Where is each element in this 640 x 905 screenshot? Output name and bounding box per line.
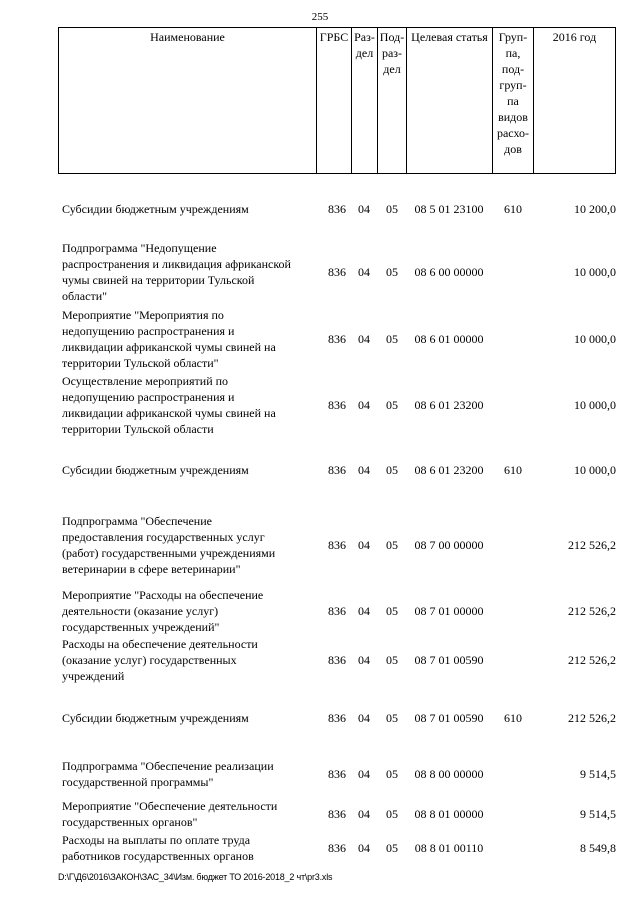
row-name-line: (оказание услуг) государственных — [62, 653, 237, 667]
row-name — [62, 307, 316, 371]
row-name — [62, 462, 316, 478]
row-name-line: Подпрограмма "Недопущение — [62, 241, 217, 255]
header-group — [493, 29, 533, 157]
row-grbs: 836 — [328, 711, 346, 725]
row-razdel: 04 — [358, 653, 370, 667]
row-podrazdel: 05 — [386, 711, 398, 725]
row-name-line: Подпрограмма "Обеспечение реализации — [62, 759, 274, 773]
row-podrazdel: 05 — [386, 841, 398, 855]
row-sum: 10 000,0 — [574, 463, 616, 477]
row-name-line: чумы свиней на территории Тульской — [62, 273, 255, 287]
row-name — [62, 240, 316, 304]
row-sum: 212 526,2 — [568, 538, 616, 552]
header-group-line: Груп- — [498, 30, 528, 44]
row-group: 610 — [504, 463, 522, 477]
row-target: 08 8 00 00000 — [414, 767, 484, 781]
row-name-line: ликвидации африканской чумы свиней на — [62, 406, 276, 420]
row-name — [62, 373, 316, 437]
row-name-line: территории Тульской области" — [62, 356, 219, 370]
row-group: 610 — [504, 711, 522, 725]
row-sum: 9 514,5 — [580, 807, 616, 821]
row-sum: 10 000,0 — [574, 265, 616, 279]
row-name-line: деятельности (оказание услуг) — [62, 604, 219, 618]
row-name — [62, 798, 316, 830]
row-name-line: распространения и ликвидация африканской — [62, 257, 291, 271]
row-name-line: ветеринарии в сфере ветеринарии" — [62, 562, 241, 576]
row-target: 08 6 01 23200 — [414, 463, 484, 477]
row-razdel: 04 — [358, 807, 370, 821]
row-sum: 212 526,2 — [568, 604, 616, 618]
row-razdel: 04 — [358, 265, 370, 279]
row-name-line: недопущению распространения и — [62, 324, 235, 338]
row-name-line: учреждений — [62, 669, 125, 683]
row-name-line: Расходы на обеспечение деятельности — [62, 637, 258, 651]
row-target: 08 8 01 00000 — [414, 807, 484, 821]
row-target: 08 8 01 00110 — [414, 841, 484, 855]
header-right-border — [615, 27, 616, 174]
row-name-line: Субсидии бюджетным учреждениям — [62, 202, 249, 216]
row-podrazdel: 05 — [386, 767, 398, 781]
row-target: 08 7 01 00590 — [414, 711, 484, 725]
row-name-line: ликвидации африканской чумы свиней на — [62, 340, 276, 354]
header-name: Наименование — [150, 30, 225, 44]
row-grbs: 836 — [328, 653, 346, 667]
row-razdel: 04 — [358, 398, 370, 412]
row-name — [62, 513, 316, 577]
row-grbs: 836 — [328, 604, 346, 618]
row-target: 08 6 00 00000 — [414, 265, 484, 279]
row-name-line: предоставления государственных услуг — [62, 530, 265, 544]
header-group-line: видов — [498, 110, 528, 124]
row-sum: 10 200,0 — [574, 202, 616, 216]
page-number: 255 — [311, 11, 329, 23]
row-podrazdel: 05 — [386, 463, 398, 477]
header-podrazdel-line: Под- — [379, 30, 405, 44]
row-name — [62, 758, 316, 790]
header-group-line: па, — [505, 46, 521, 60]
file-path-footer: D:\Г\Д6\2016\ЗАКОН\ЗАС_34\Изм. бюджет ТО 2016-2018_2 чт\pr3.xls — [58, 872, 333, 882]
header-left-border — [58, 27, 59, 174]
row-target: 08 7 01 00000 — [414, 604, 484, 618]
row-name-line: Субсидии бюджетным учреждениям — [62, 711, 249, 725]
header-group-line: па — [507, 94, 519, 108]
row-name — [62, 587, 316, 635]
row-razdel: 04 — [358, 332, 370, 346]
row-name-line: (работ) государственными учреждениями — [62, 546, 276, 560]
header-razdel — [352, 29, 377, 61]
row-target: 08 6 01 23200 — [414, 398, 484, 412]
row-name-line: Мероприятие "Мероприятия по — [62, 308, 224, 322]
row-sum: 212 526,2 — [568, 653, 616, 667]
row-podrazdel: 05 — [386, 653, 398, 667]
header-group-line: дов — [504, 142, 522, 156]
header-group-line: груп- — [499, 78, 527, 92]
row-grbs: 836 — [328, 538, 346, 552]
row-target: 08 5 01 23100 — [414, 202, 484, 216]
row-name — [62, 201, 316, 217]
row-sum: 10 000,0 — [574, 398, 616, 412]
row-podrazdel: 05 — [386, 807, 398, 821]
row-target: 08 6 01 00000 — [414, 332, 484, 346]
row-grbs: 836 — [328, 767, 346, 781]
row-name-line: государственных органов" — [62, 815, 198, 829]
row-name-line: Подпрограмма "Обеспечение — [62, 514, 212, 528]
header-target: Целевая статья — [411, 30, 488, 44]
row-group: 610 — [504, 202, 522, 216]
row-razdel: 04 — [358, 202, 370, 216]
row-name-line: Субсидии бюджетным учреждениям — [62, 463, 249, 477]
header-group-line: расхо- — [496, 126, 530, 140]
header-grbs: ГРБС — [319, 30, 349, 44]
header-divider — [533, 27, 534, 174]
row-podrazdel: 05 — [386, 202, 398, 216]
row-name-line: территории Тульской области — [62, 422, 214, 436]
row-podrazdel: 05 — [386, 398, 398, 412]
row-name-line: Расходы на выплаты по оплате труда — [62, 833, 251, 847]
row-name-line: недопущению распространения и — [62, 390, 235, 404]
row-sum: 10 000,0 — [574, 332, 616, 346]
row-grbs: 836 — [328, 807, 346, 821]
row-grbs: 836 — [328, 265, 346, 279]
row-name-line: государственных учреждений" — [62, 620, 220, 634]
row-razdel: 04 — [358, 767, 370, 781]
row-grbs: 836 — [328, 398, 346, 412]
row-razdel: 04 — [358, 463, 370, 477]
row-grbs: 836 — [328, 332, 346, 346]
row-razdel: 04 — [358, 604, 370, 618]
row-name-line: Осуществление мероприятий по — [62, 374, 229, 388]
header-year: 2016 год — [552, 30, 597, 44]
header-group-line: под- — [501, 62, 525, 76]
header-podrazdel-line: раз- — [381, 46, 403, 60]
row-sum: 212 526,2 — [568, 711, 616, 725]
row-name — [62, 832, 316, 864]
row-target: 08 7 00 00000 — [414, 538, 484, 552]
row-sum: 9 514,5 — [580, 767, 616, 781]
header-divider — [406, 27, 407, 174]
row-sum: 8 549,8 — [580, 841, 616, 855]
row-name-line: Мероприятие "Обеспечение деятельности — [62, 799, 278, 813]
row-grbs: 836 — [328, 202, 346, 216]
row-name — [62, 710, 316, 726]
row-grbs: 836 — [328, 463, 346, 477]
row-grbs: 836 — [328, 841, 346, 855]
row-razdel: 04 — [358, 841, 370, 855]
row-name-line: Мероприятие "Расходы на обеспечение — [62, 588, 264, 602]
header-podrazdel — [378, 29, 406, 77]
row-razdel: 04 — [358, 711, 370, 725]
row-target: 08 7 01 00590 — [414, 653, 484, 667]
row-name — [62, 636, 316, 684]
row-podrazdel: 05 — [386, 604, 398, 618]
row-name-line: работников государственных органов — [62, 849, 254, 863]
row-podrazdel: 05 — [386, 332, 398, 346]
row-name-line: государственной программы" — [62, 775, 214, 789]
row-razdel: 04 — [358, 538, 370, 552]
row-podrazdel: 05 — [386, 265, 398, 279]
row-podrazdel: 05 — [386, 538, 398, 552]
row-name-line: области" — [62, 289, 108, 303]
header-divider — [316, 27, 317, 174]
header-razdel-line: дел — [355, 46, 374, 60]
header-razdel-line: Раз- — [354, 30, 375, 44]
header-podrazdel-line: дел — [383, 62, 401, 76]
